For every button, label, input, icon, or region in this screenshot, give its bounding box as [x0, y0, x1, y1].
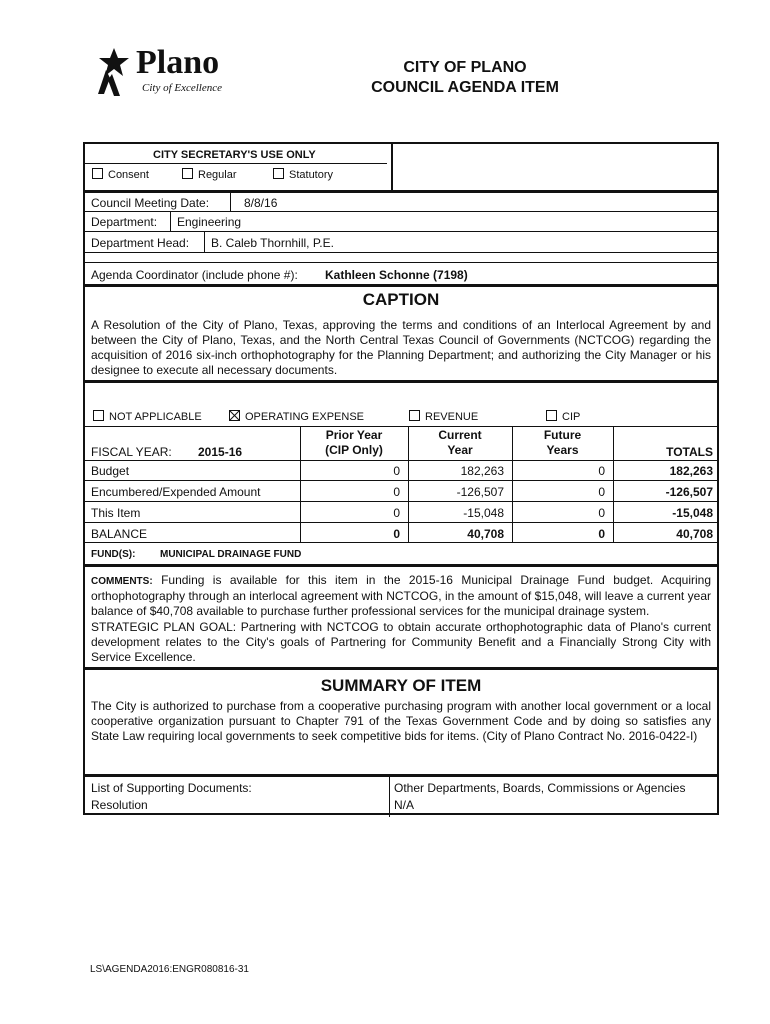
rule	[170, 211, 171, 231]
rule	[85, 667, 717, 670]
secretary-heading: CITY SECRETARY'S USE ONLY	[153, 149, 316, 161]
meeting-date-value: 8/8/16	[244, 196, 278, 210]
col-prior-year	[300, 428, 408, 457]
department-label: Department:	[91, 215, 158, 229]
comments-label: COMMENTS:	[91, 576, 153, 587]
meeting-date-label: Council Meeting Date:	[91, 196, 210, 210]
checkbox-label: OPERATING EXPENSE	[245, 411, 364, 423]
rule	[85, 564, 717, 567]
col-future-years	[512, 428, 613, 457]
title-line-1: CITY OF PLANO	[403, 59, 527, 76]
rule	[85, 252, 717, 253]
logo-wordmark: Plano	[136, 44, 220, 81]
checkbox-icon	[182, 168, 193, 179]
checkbox-regular[interactable]	[182, 168, 237, 181]
checked-box-icon	[229, 410, 240, 421]
rule	[230, 193, 231, 211]
comments-text	[91, 573, 711, 619]
row-label: Budget	[91, 464, 130, 478]
col-label: Current	[438, 428, 482, 442]
col-totals: TOTALS	[666, 445, 713, 459]
summary-text: The City is authorized to purchase from a cooperative purchasing program with another local government or a local cooperative organization pursuant to Chapter 791 of the Texas Government Code and by doing so satisfies any State Law requiring local governments to seek competitive bids for items. (City of Plano Contract No. 2016-0422-I)	[91, 699, 711, 743]
cell-total: -15,048	[672, 506, 713, 520]
col-label: Year	[447, 443, 473, 457]
row-label: This Item	[91, 506, 141, 520]
cell-current: -126,507	[456, 485, 504, 499]
rule	[613, 426, 614, 542]
secretary-divider	[391, 144, 393, 193]
other-departments-label: Other Departments, Boards, Commissions or Agencies	[394, 781, 686, 795]
cell-future: 0	[598, 464, 605, 478]
col-label: Future	[543, 428, 582, 442]
title-line-2: COUNCIL AGENDA ITEM	[371, 79, 559, 96]
checkbox-cip[interactable]	[546, 410, 580, 423]
checkbox-not-applicable[interactable]	[93, 410, 202, 423]
col-label: (CIP Only)	[325, 443, 383, 457]
checkbox-icon	[93, 410, 104, 421]
rule	[85, 480, 717, 481]
rule	[85, 211, 717, 212]
checkbox-icon	[409, 410, 420, 421]
supporting-docs-value: Resolution	[91, 798, 148, 812]
cell-total: 182,263	[669, 464, 713, 478]
cell-prior: 0	[393, 527, 400, 541]
agenda-form	[83, 142, 719, 815]
star-runner-icon	[92, 46, 132, 98]
checkbox-statutory[interactable]	[273, 168, 333, 181]
logo-tagline: City of Excellence	[142, 82, 223, 94]
checkbox-label: CIP	[562, 411, 581, 423]
checkbox-icon	[273, 168, 284, 179]
checkbox-revenue[interactable]	[409, 410, 478, 423]
funds-value: MUNICIPAL DRAINAGE FUND	[160, 549, 302, 560]
col-current-year	[408, 428, 512, 457]
supporting-docs-label: List of Supporting Documents:	[91, 781, 252, 795]
document-title	[340, 58, 590, 98]
comments-body: Funding is available for this item in the 2015-16 Municipal Drainage Fund budget. Acquiring orthophotography through an interlocal agreement with NCTCOG, in the amount of $15,048, will leave a current year balance of $40,708 available to purchase further professional services for the municipal drainage system.	[91, 573, 711, 618]
coordinator-label: Agenda Coordinator (include phone #):	[91, 268, 298, 282]
checkbox-label: REVENUE	[425, 411, 479, 423]
rule	[85, 262, 717, 263]
checkbox-label: Consent	[108, 169, 149, 181]
rule	[85, 163, 387, 164]
checkbox-label: Statutory	[289, 169, 334, 181]
checkbox-icon	[92, 168, 103, 179]
cell-prior: 0	[393, 506, 400, 520]
other-departments-value: N/A	[394, 798, 415, 812]
rule	[204, 231, 205, 252]
strategic-plan-goal: STRATEGIC PLAN GOAL: Partnering with NCTCOG to obtain accurate orthophotographic data of Plano's current development relates to the City's goals of Partnering for Community Benefit and a Financially Strong City with Service Excellence.	[91, 620, 711, 664]
cell-total: -126,507	[665, 485, 713, 499]
rule	[85, 190, 717, 193]
summary-heading: SUMMARY OF ITEM	[320, 676, 482, 695]
cell-prior: 0	[393, 464, 400, 478]
fiscal-year-label: FISCAL YEAR:	[91, 445, 172, 459]
rule	[85, 426, 717, 427]
department-value: Engineering	[177, 215, 242, 229]
rule	[85, 501, 717, 502]
city-logo	[92, 44, 242, 100]
department-head-value: B. Caleb Thornhill, P.E.	[211, 236, 334, 250]
cell-current: 40,708	[467, 527, 504, 541]
department-head-label: Department Head:	[91, 236, 190, 250]
col-label: Prior Year	[325, 428, 383, 442]
footer-code: LS\AGENDA2016:ENGR080816-31	[90, 964, 249, 975]
col-label: Years	[546, 443, 579, 457]
cell-future: 0	[598, 485, 605, 499]
coordinator-value: Kathleen Schonne (7198)	[325, 268, 468, 282]
rule	[85, 380, 717, 383]
rule	[85, 522, 717, 523]
row-label: Encumbered/Expended Amount	[91, 485, 261, 499]
rule	[85, 774, 717, 777]
rule	[85, 284, 717, 287]
cell-total: 40,708	[676, 527, 713, 541]
checkbox-icon	[546, 410, 557, 421]
funds-label: FUND(S):	[91, 549, 136, 560]
rule	[85, 460, 717, 461]
cell-future: 0	[598, 527, 605, 541]
rule	[85, 231, 717, 232]
fiscal-year-value: 2015-16	[198, 445, 243, 459]
checkbox-label: Regular	[198, 169, 237, 181]
caption-text: A Resolution of the City of Plano, Texas, approving the terms and conditions of an Interlocal Agreement by and between the City of Plano, Texas, and the North Central Texas Council of Governments (NCTCOG) regarding the acquisition of 2016 six-inch orthophotography for the Planning Department; and authorizing the City Manager or his designee to execute all necessary documents.	[91, 318, 711, 377]
cell-prior: 0	[393, 485, 400, 499]
row-label: BALANCE	[91, 527, 148, 541]
cell-current: 182,263	[460, 464, 504, 478]
checkbox-operating-expense[interactable]	[229, 410, 364, 423]
rule	[389, 774, 390, 817]
checkbox-consent[interactable]	[92, 168, 149, 181]
cell-current: -15,048	[463, 506, 504, 520]
caption-heading: CAPTION	[362, 290, 440, 309]
rule	[85, 542, 717, 543]
cell-future: 0	[598, 506, 605, 520]
checkbox-label: NOT APPLICABLE	[109, 411, 202, 423]
